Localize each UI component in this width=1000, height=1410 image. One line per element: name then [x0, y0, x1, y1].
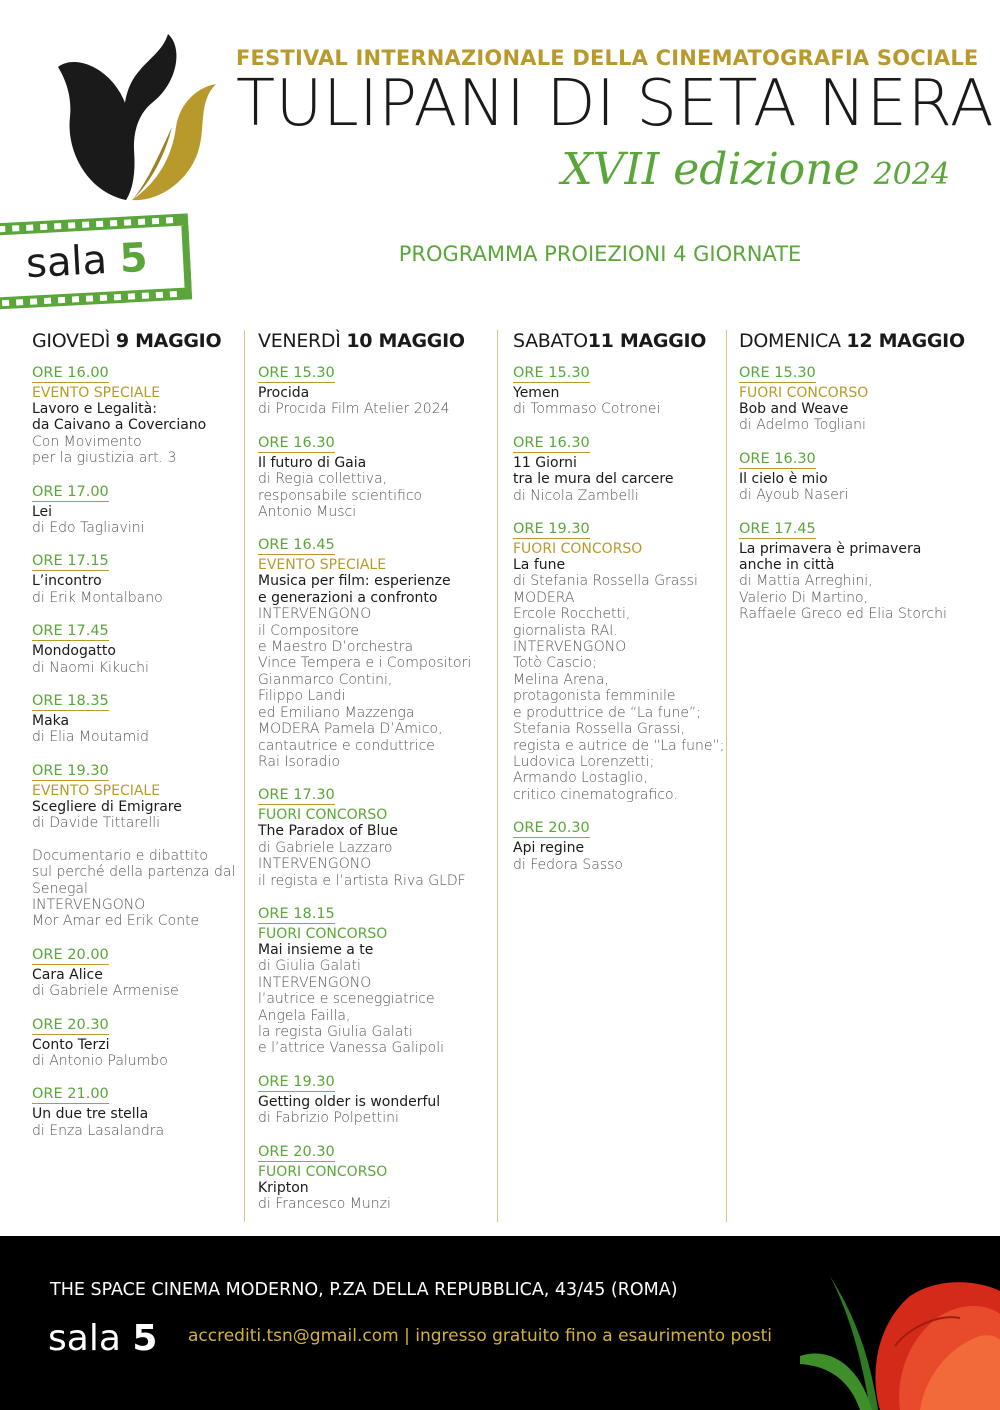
film-detail: di Ayoub Naseri: [739, 487, 849, 504]
film-detail: Vince Tempera e i Compositori: [258, 655, 472, 672]
film-detail: Ercole Rocchetti,: [513, 606, 631, 623]
schedule-entry: [739, 520, 967, 623]
film-title: Scegliere di Emigrare: [32, 798, 182, 815]
screening-time: ORE 18.15: [258, 905, 335, 922]
schedule-entry: [32, 1016, 260, 1070]
film-detail: di Gabriele Armenise: [32, 983, 179, 1000]
screening-time: ORE 20.30: [258, 1143, 335, 1160]
film-detail: di Adelmo Togliani: [739, 417, 866, 434]
sala-badge-text: [25, 235, 149, 287]
film-title: tra le mura del carcere: [513, 471, 674, 488]
film-detail: regista e autrice de “La fune”;: [513, 737, 725, 754]
film-detail: e Maestro D’orchestra: [258, 639, 414, 656]
film-detail: INTERVENGONO: [32, 896, 146, 913]
screening-time: ORE 15.30: [258, 365, 335, 381]
film-title: Cara Alice: [32, 966, 103, 983]
film-detail: Con Movimento: [32, 433, 142, 450]
film-detail: l’autrice e sceneggiatrice: [258, 991, 435, 1008]
festival-title: TULIPANI DI SETA NERA: [236, 67, 995, 141]
film-title: L’incontro: [32, 573, 102, 590]
edition-text: XVII edizione: [561, 144, 860, 195]
film-title: Mai insieme a te: [258, 941, 374, 958]
film-title: Conto Terzi: [32, 1036, 110, 1053]
film-detail: di Stefania Rossella Grassi: [513, 573, 698, 590]
film-detail: di Antonio Palumbo: [32, 1052, 168, 1069]
film-detail: INTERVENGONO: [258, 606, 372, 623]
day-name: SABATO: [513, 330, 588, 352]
film-detail: di Gabriele Lazzaro: [258, 839, 393, 856]
schedule-entry: [32, 552, 260, 606]
schedule-entry: [32, 762, 260, 930]
spacer: [32, 832, 260, 848]
film-title: anche in città: [739, 557, 835, 574]
film-detail: il regista e l’artista Riva GLDF: [258, 872, 466, 889]
film-title: e generazioni a confronto: [258, 589, 438, 606]
footer-sala: [48, 1318, 157, 1359]
film-detail: di Francesco Munzi: [258, 1196, 391, 1212]
screening-time: ORE 19.30: [513, 521, 590, 538]
schedule-entry: [32, 1085, 260, 1139]
footer-sala-number: 5: [132, 1318, 158, 1359]
film-detail: MODERA: [513, 589, 575, 606]
film-detail: ed Emiliano Mazzenga: [258, 704, 415, 721]
screening-time: ORE 17.30: [258, 787, 335, 804]
sala-badge: [0, 208, 200, 312]
film-title: La primavera è primavera: [739, 540, 922, 557]
edition-year: 2024: [873, 157, 950, 192]
film-detail: di Procida Film Atelier 2024: [258, 401, 450, 418]
film-detail: responsabile scientifico: [258, 487, 423, 504]
film-title: Kripton: [258, 1179, 309, 1196]
column-divider: [497, 330, 498, 1222]
schedule-entry: [513, 364, 741, 418]
film-title: Maka: [32, 713, 70, 730]
film-detail: Totò Cascio;: [513, 655, 597, 672]
day-column-thursday: [32, 328, 260, 1155]
film-detail: di Nicola Zambelli: [513, 487, 639, 504]
film-title: Procida: [258, 385, 310, 401]
film-title: Musica per film: esperienze: [258, 573, 451, 590]
film-detail: di Mattia Arreghini,: [739, 573, 873, 590]
film-detail: Stefania Rossella Grassi,: [513, 721, 686, 738]
schedule-entry: [32, 692, 260, 746]
schedule-entry: [258, 364, 490, 418]
schedule-entry: [258, 905, 490, 1057]
film-title: Api regine: [513, 840, 585, 857]
film-detail: di Elia Moutamid: [32, 729, 149, 746]
film-detail: Armando Lostaglio,: [513, 770, 648, 787]
film-detail: Mor Amar ed Erik Conte: [32, 913, 200, 930]
film-title: Lavoro e Legalità:: [32, 401, 157, 417]
screening-category: EVENTO SPECIALE: [32, 385, 161, 401]
film-title: Mondogatto: [32, 643, 116, 660]
film-detail: per la giustizia art. 3: [32, 450, 177, 467]
film-detail: Senegal: [32, 880, 88, 897]
tulip-logo-icon: [48, 32, 220, 202]
film-detail: e produttrice de “La fune”;: [513, 704, 701, 721]
screening-category: FUORI CONCORSO: [258, 925, 388, 942]
screening-time: ORE 19.30: [32, 762, 109, 779]
film-title: Yemen: [513, 385, 560, 401]
schedule-entry: [258, 434, 490, 521]
film-detail: il Compositore: [258, 622, 359, 639]
screening-time: ORE 20.30: [513, 820, 590, 837]
day-column-sunday: [739, 328, 967, 639]
film-detail: MODERA Pamela D’Amico,: [258, 721, 443, 738]
day-header: [513, 328, 741, 364]
screening-time: ORE 19.30: [258, 1073, 335, 1090]
film-detail: sul perché della partenza dal: [32, 864, 236, 881]
screening-time: ORE 16.45: [258, 537, 335, 554]
film-detail: Ludovica Lorenzetti;: [513, 753, 655, 770]
screening-category: EVENTO SPECIALE: [32, 782, 161, 799]
film-detail: di Giulia Galati: [258, 958, 361, 975]
film-detail: la regista Giulia Galati: [258, 1023, 413, 1040]
film-detail: cantautrice e conduttrice: [258, 737, 435, 754]
schedule-entry: [32, 946, 260, 1000]
schedule-entry: [258, 1073, 490, 1127]
screening-category: FUORI CONCORSO: [258, 1163, 388, 1180]
film-title: da Caivano a Coverciano: [32, 417, 207, 434]
screening-time: ORE 21.00: [32, 1086, 109, 1103]
screening-time: ORE 20.00: [32, 946, 109, 963]
film-title: Il futuro di Gaia: [258, 454, 367, 471]
red-tulip-icon: [800, 1236, 1000, 1410]
day-column-saturday: [513, 328, 741, 889]
screening-time: ORE 16.30: [258, 434, 335, 451]
film-title: Getting older is wonderful: [258, 1093, 441, 1110]
screening-time: ORE 15.30: [513, 365, 590, 381]
screening-time: ORE 17.45: [739, 520, 816, 537]
screening-time: ORE 20.30: [32, 1016, 109, 1033]
film-detail: di Fabrizio Polpettini: [258, 1110, 399, 1127]
schedule-entry: [258, 1143, 490, 1213]
film-detail: di Regia collettiva,: [258, 471, 388, 488]
day-name: VENERDÌ: [258, 330, 341, 352]
screening-time: ORE 17.00: [32, 483, 109, 500]
film-detail: di Erik Montalbano: [32, 589, 163, 606]
screening-category: FUORI CONCORSO: [739, 385, 869, 401]
screening-time: ORE 16.30: [739, 450, 816, 467]
film-detail: di Edo Tagliavini: [32, 520, 145, 537]
film-detail: Raffaele Greco ed Elia Storchi: [739, 606, 947, 623]
screening-time: ORE 18.35: [32, 693, 109, 710]
film-detail: di Davide Tittarelli: [32, 815, 161, 832]
day-date: 11 MAGGIO: [587, 330, 707, 352]
schedule-entry: [32, 364, 260, 467]
day-header: [739, 328, 967, 364]
sala-badge-label: sala: [24, 236, 109, 288]
screening-time: ORE 15.30: [739, 365, 816, 381]
film-title: 11 Giorni: [513, 454, 577, 471]
film-detail: protagonista femminile: [513, 688, 676, 705]
schedule-entry: [513, 520, 741, 803]
program-subtitle: PROGRAMMA PROIEZIONI 4 GIORNATE: [398, 242, 802, 266]
venue-address: THE SPACE CINEMA MODERNO, P.ZA DELLA REPUBBLICA, 43/45 (ROMA): [50, 1280, 678, 1300]
screening-time: ORE 16.30: [513, 434, 590, 451]
schedule-entry: [513, 434, 741, 504]
film-detail: di Fedora Sasso: [513, 856, 623, 873]
film-detail: INTERVENGONO: [513, 639, 627, 656]
film-detail: Documentario e dibattito: [32, 847, 208, 864]
footer-sala-label: sala: [48, 1318, 121, 1359]
day-column-friday: [258, 328, 490, 1228]
film-detail: di Naomi Kikuchi: [32, 659, 149, 676]
film-detail: giornalista RAI.: [513, 622, 618, 639]
day-header: [32, 328, 260, 364]
festival-name: FESTIVAL INTERNAZIONALE DELLA CINEMATOGRAFIA SOCIALE: [236, 46, 979, 70]
day-date: 12 MAGGIO: [846, 330, 965, 352]
film-detail: Rai Isoradio: [258, 753, 341, 770]
schedule-entry: [513, 819, 741, 873]
film-title: Un due tre stella: [32, 1106, 149, 1123]
film-detail: Angela Failla,: [258, 1007, 351, 1024]
film-detail: di Enza Lasalandra: [32, 1122, 165, 1139]
film-detail: Filippo Landi: [258, 688, 346, 705]
film-title: La fune: [513, 557, 566, 574]
schedule-entry: [258, 786, 490, 889]
day-name: GIOVEDÌ: [32, 330, 111, 352]
film-title: The Paradox of Blue: [258, 823, 398, 840]
film-detail: e l’attrice Vanessa Galipoli: [258, 1040, 444, 1057]
film-detail: Valerio Di Martino,: [739, 589, 869, 606]
film-title: Bob and Weave: [739, 401, 849, 417]
film-title: Il cielo è mio: [739, 470, 828, 487]
schedule-entry: [739, 450, 967, 504]
schedule-entry: [258, 536, 490, 770]
film-detail: Antonio Musci: [258, 504, 357, 521]
sala-badge-number: 5: [118, 234, 149, 283]
screening-time: ORE 16.00: [32, 365, 109, 381]
film-detail: Gianmarco Contini,: [258, 671, 393, 688]
film-detail: di Tommaso Cotronei: [513, 401, 661, 418]
day-date: 10 MAGGIO: [346, 330, 465, 352]
screening-category: FUORI CONCORSO: [258, 807, 388, 824]
screening-time: ORE 17.15: [32, 553, 109, 570]
screening-category: FUORI CONCORSO: [513, 541, 643, 558]
film-detail: INTERVENGONO: [258, 974, 372, 991]
screening-time: ORE 17.45: [32, 623, 109, 640]
day-name: DOMENICA: [739, 330, 841, 352]
film-detail: Melina Arena,: [513, 671, 609, 688]
film-detail: INTERVENGONO: [258, 856, 372, 873]
contact-info: accrediti.tsn@gmail.com | ingresso gratuito fino a esaurimento posti: [188, 1326, 772, 1346]
screening-category: EVENTO SPECIALE: [258, 557, 387, 574]
film-detail: critico cinematografico.: [513, 786, 678, 803]
edition-label: [561, 144, 950, 195]
day-date: 9 MAGGIO: [115, 330, 222, 352]
day-header: [258, 328, 490, 364]
schedule-entry: [739, 364, 967, 434]
film-title: Lei: [32, 503, 53, 520]
schedule-entry: [32, 622, 260, 676]
schedule-entry: [32, 483, 260, 537]
